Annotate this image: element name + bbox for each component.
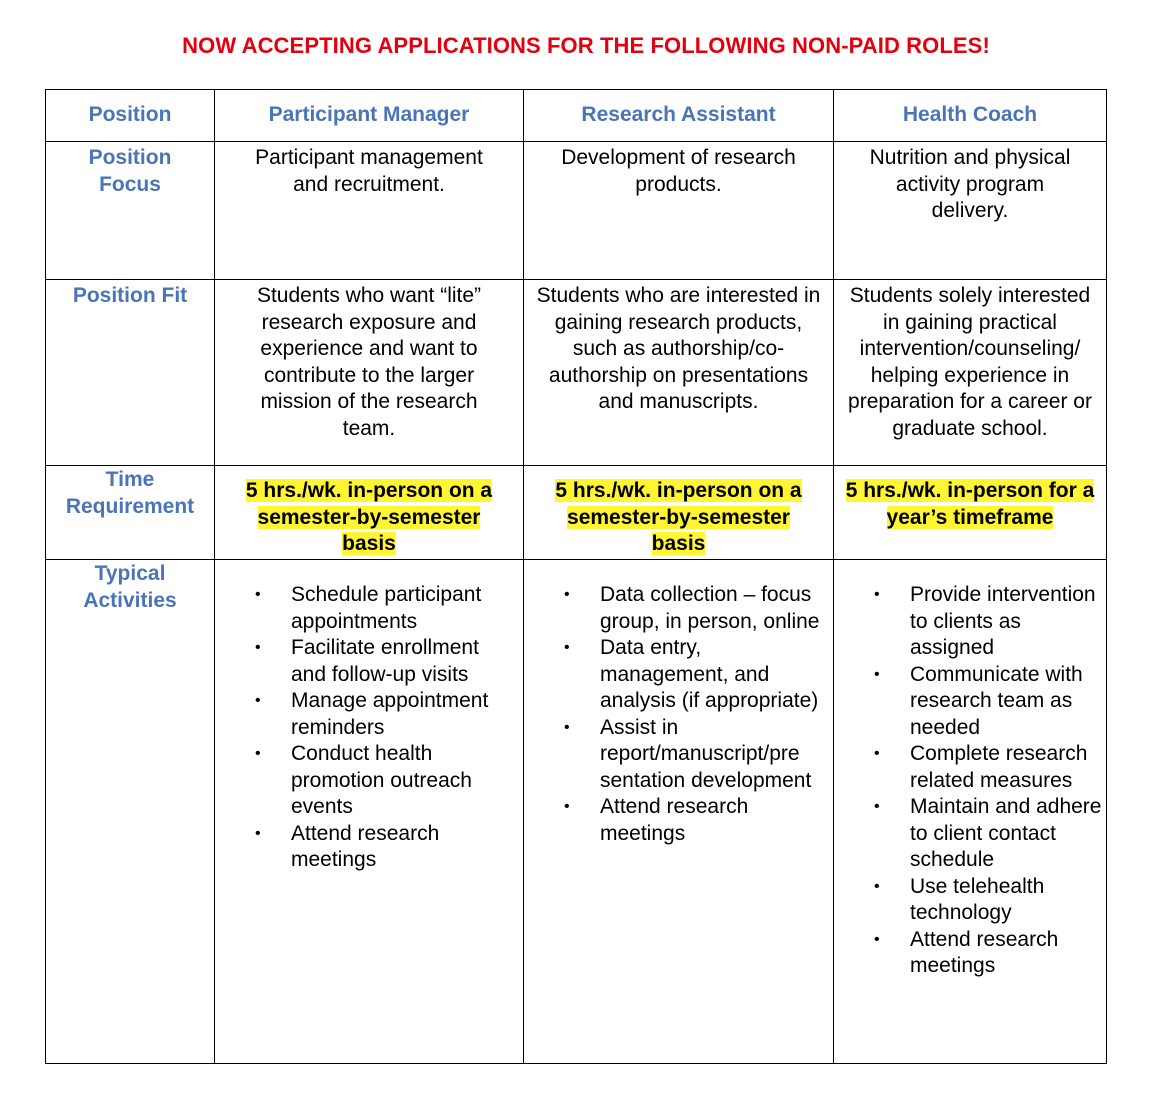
fit-cell-participant-manager xyxy=(215,280,524,466)
activity-text: Conduct health promotion outreach events xyxy=(291,742,472,818)
row-label-line: Focus xyxy=(99,172,161,196)
list-item xyxy=(524,715,833,795)
bullet-icon: • xyxy=(874,798,880,815)
list-item xyxy=(215,688,523,741)
activities-cell-research-assistant xyxy=(524,560,834,1064)
activities-list xyxy=(215,582,523,874)
activity-text: Attend research meetings xyxy=(600,795,749,845)
list-item xyxy=(215,582,523,635)
time-requirement-text: 5 hrs./wk. in-person on a semester-by-semester basis xyxy=(245,479,493,555)
list-item xyxy=(524,794,833,847)
activities-wrap xyxy=(215,560,523,874)
bullet-icon: • xyxy=(564,718,570,736)
time-cell-research-assistant xyxy=(524,466,834,560)
bullet-icon: • xyxy=(564,798,570,815)
column-header-label: Participant Manager xyxy=(268,103,470,126)
bullet-icon: • xyxy=(874,930,880,948)
bullet-icon: • xyxy=(564,639,570,656)
page-title: NOW ACCEPTING APPLICATIONS FOR THE FOLLOWING NON-PAID ROLES! xyxy=(182,33,990,58)
fit-text: Students solely interested in gaining practical intervention/counseling/ helping experience in preparation for a career or graduate school. xyxy=(848,284,1092,440)
row-label-line: Typical xyxy=(94,562,166,585)
activities-list xyxy=(524,582,833,847)
focus-cell-research-assistant xyxy=(524,142,834,280)
time-cell-inner xyxy=(215,466,523,558)
time-cell-inner xyxy=(834,466,1106,531)
activity-text: Facilitate enrollment and follow-up visits xyxy=(291,636,479,686)
activity-text: Data entry, management, and analysis (if appropriate) xyxy=(600,636,819,712)
row-label-typical-activities xyxy=(46,560,214,614)
position-focus-row xyxy=(46,142,1107,280)
time-cell-participant-manager xyxy=(215,466,524,560)
activity-text: Attend research meetings xyxy=(910,927,1059,977)
activity-text: Provide intervention to clients as assigned xyxy=(910,583,1096,659)
activity-text: Maintain and adhere to client contact schedule xyxy=(910,795,1102,871)
column-header-participant-manager xyxy=(215,90,524,142)
list-item xyxy=(215,821,523,874)
fit-cell-health-coach xyxy=(834,280,1107,466)
bullet-icon: • xyxy=(874,745,880,762)
fit-cell-research-assistant xyxy=(524,280,834,466)
column-header-label: Research Assistant xyxy=(581,103,776,126)
focus-cell-health-coach xyxy=(834,142,1107,280)
list-item xyxy=(834,794,1106,874)
bullet-icon: • xyxy=(874,586,880,603)
corner-header: Position xyxy=(88,103,172,126)
list-item xyxy=(834,582,1106,662)
fit-text: Students who are interested in gaining research products, such as authorship/co-authorship on presentations and manuscripts. xyxy=(536,284,821,413)
time-cell-inner xyxy=(524,466,833,558)
list-item xyxy=(834,741,1106,794)
list-item xyxy=(834,662,1106,742)
focus-cell-participant-manager xyxy=(215,142,524,280)
list-item xyxy=(834,874,1106,927)
activities-cell-health-coach xyxy=(834,560,1107,1064)
roles-table xyxy=(45,89,1107,1064)
focus-text: Participant management and recruitment. xyxy=(255,146,483,196)
time-requirement-text: 5 hrs./wk. in-person on a semester-by-semester basis xyxy=(555,479,802,555)
activity-text: Complete research related measures xyxy=(910,742,1088,792)
activity-text: Assist in report/manuscript/pre sentation development xyxy=(600,715,812,792)
list-item xyxy=(834,927,1106,980)
bullet-icon: • xyxy=(255,692,261,709)
time-requirement-row xyxy=(46,466,1107,560)
activity-text: Manage appointment reminders xyxy=(291,689,489,739)
bullet-icon: • xyxy=(255,745,261,762)
activity-text: Data collection – focus group, in person, online xyxy=(600,583,820,633)
activities-cell-participant-manager xyxy=(215,560,524,1064)
bullet-icon: • xyxy=(255,824,261,842)
header-row xyxy=(46,90,1107,142)
activities-list xyxy=(834,582,1106,980)
list-item xyxy=(524,582,833,635)
activity-text: Use telehealth technology xyxy=(910,874,1045,924)
list-item xyxy=(524,635,833,715)
activities-wrap xyxy=(524,560,833,847)
focus-text: Nutrition and physical activity program delivery. xyxy=(869,146,1071,222)
typical-activities-row xyxy=(46,560,1107,1064)
row-label-cell xyxy=(46,280,215,466)
activity-text: Communicate with research team as needed xyxy=(910,662,1083,739)
row-label-position-focus xyxy=(46,142,214,198)
corner-header-cell xyxy=(46,90,215,142)
activity-text: Attend research meetings xyxy=(291,821,440,871)
row-label-line: Time xyxy=(105,468,155,491)
bullet-icon: • xyxy=(564,586,570,603)
bullet-icon: • xyxy=(255,586,261,603)
column-header-label: Health Coach xyxy=(902,103,1038,126)
focus-text: Development of research products. xyxy=(561,146,796,196)
column-header-health-coach xyxy=(834,90,1107,142)
list-item xyxy=(215,741,523,821)
row-label-line: Requirement xyxy=(65,494,195,518)
row-label-cell xyxy=(46,142,215,280)
list-item xyxy=(215,635,523,688)
activity-text: Schedule participant appointments xyxy=(291,583,482,633)
row-label-line: Activities xyxy=(83,588,177,612)
row-label-cell xyxy=(46,466,215,560)
activities-wrap xyxy=(834,560,1106,980)
fit-text: Students who want “lite” research exposure and experience and want to contribute to the larger mission of the research team. xyxy=(256,284,482,440)
row-label-cell xyxy=(46,560,215,1064)
bullet-icon: • xyxy=(874,877,880,895)
row-label-time-requirement xyxy=(46,466,214,520)
bullet-icon: • xyxy=(255,639,261,656)
position-fit-row xyxy=(46,280,1107,466)
column-header-research-assistant xyxy=(524,90,834,142)
bullet-icon: • xyxy=(874,665,880,683)
time-requirement-text: 5 hrs./wk. in-person for a year’s timeframe xyxy=(845,479,1095,529)
row-label-position-fit: Position Fit xyxy=(72,284,188,307)
time-cell-health-coach xyxy=(834,466,1107,560)
row-label-line: Position xyxy=(88,146,172,169)
